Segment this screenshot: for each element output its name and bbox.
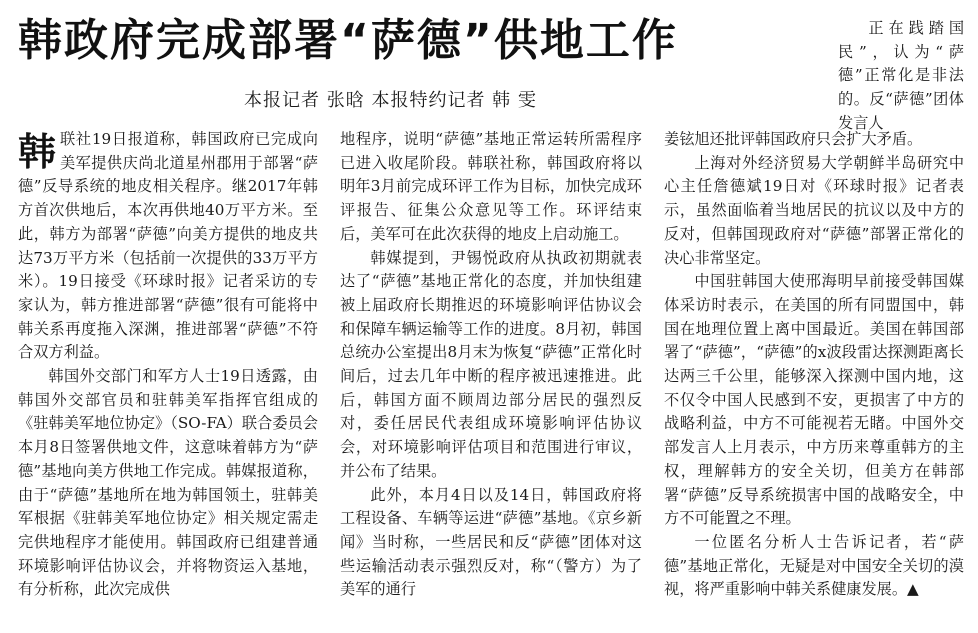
paragraph: 韩媒提到，尹锡悦政府从执政初期就表达了“萨德”基地正常化的态度，并加快组建被上届政府长期推迟的环境影响评估协议会和保障车辆运输等工作的进度。8月初，韩国总统办公室提出8月末为恢复“萨德”正常化时间后，过去几年中断的程序被迅速推进。此后，韩国方面不顾周边部分居民的强烈反对，委任居民代表组成环境影响评估协议会，对环境影响评估项目和范围进行审议，并公布了结果。 (340, 248, 642, 480)
article-column-3 (664, 128, 964, 628)
paragraph: 地程序，说明“萨德”基地正常运转所需程序已进入收尾阶段。韩联社称，韩国政府将以明年3月前完成环评工作为目标，加快完成环评报告、征集公众意见等工作。环评结束后，美军可在此次获得的地皮上启动施工。 (340, 130, 642, 243)
paragraph: 韩国外交部门和军方人士19日透露，由韩国外交部官员和驻韩美军指挥官组成的《驻韩美军地位协定》（SO-FA）联合委员会本月8日签署供地文件，这意味着韩方为“萨德”基地向美方供地工作完成。韩媒报道称，由于“萨德”基地所在地为韩国领土，驻韩美军根据《驻韩美军地位协定》相关规定需走完供地程序才能使用。韩国政府已组建普通环境影响评估协议会，并将物资运入基地，有分析称，此次完成供 (18, 367, 318, 599)
article-column-1 (18, 128, 318, 628)
byline: 本报记者 张晗 本报特约记者 韩 雯 (244, 90, 537, 111)
paragraph: 上海对外经济贸易大学朝鲜半岛研究中心主任詹德斌19日对《环球时报》记者表示，虽然面临着当地居民的抗议以及中方的反对，但韩国现政府对“萨德”部署正常化的决心非常坚定。 (664, 153, 964, 267)
paragraph: 中国驻韩国大使邢海明早前接受韩国媒体采访时表示，在美国的所有同盟国中，韩国在地理位置上离中国最近。美国在韩国部署了“萨德”，“萨德”的x波段雷达探测距离长达两三千公里，能够深入探测中国内地，这不仅令中国人民感到不安，更损害了中方的战略利益，中方不可能视若无睹。中国外交部发言人上月表示，中方历来尊重韩方的主权，理解韩方的安全关切，但美方在韩部署“萨德”反导系统损害中国的战略安全，中方不可能置之不理。 (664, 272, 964, 528)
paragraph: 此外，本月4日以及14日，韩国政府将工程设备、车辆等运进“萨德”基地。《京乡新闻》当时称，一些居民和反“萨德”团体对这些运输活动表示强烈反对，称“（警方）为了美军的通行 (340, 485, 642, 599)
paragraph: 姜铉旭还批评韩国政府只会扩大矛盾。 (664, 130, 923, 148)
dropcap: 韩 (18, 130, 57, 174)
article-column-3-top (838, 17, 964, 136)
headline: 韩政府完成部署“萨德”供地工作 (18, 15, 678, 66)
article-column-2 (340, 128, 642, 628)
paragraph: 正在践踏国民”，认为“萨德”正常化是非法的。反“萨德”团体发言人 (838, 19, 964, 132)
paragraph: 联社19日报道称，韩国政府已完成向美军提供庆尚北道星州郡用于部署“萨德”反导系统的地皮相关程序。继2017年韩方首次供地后，本次再供地40万平方米。至此，韩方为部署“萨德”向美方提供的地皮共达73万平方米（包括前一次提供的33万平方米）。19日接受《环球时报》记者采访的专家认为，韩方推进部署“萨德”很有可能将中韩关系再度拖入深渊，推进部署“萨德”不符合双方利益。 (18, 130, 318, 362)
paragraph: 一位匿名分析人士告诉记者，若“萨德”基地正常化，无疑是对中国安全关切的漠视，将严重影响中韩关系健康发展。▲ (664, 532, 964, 599)
